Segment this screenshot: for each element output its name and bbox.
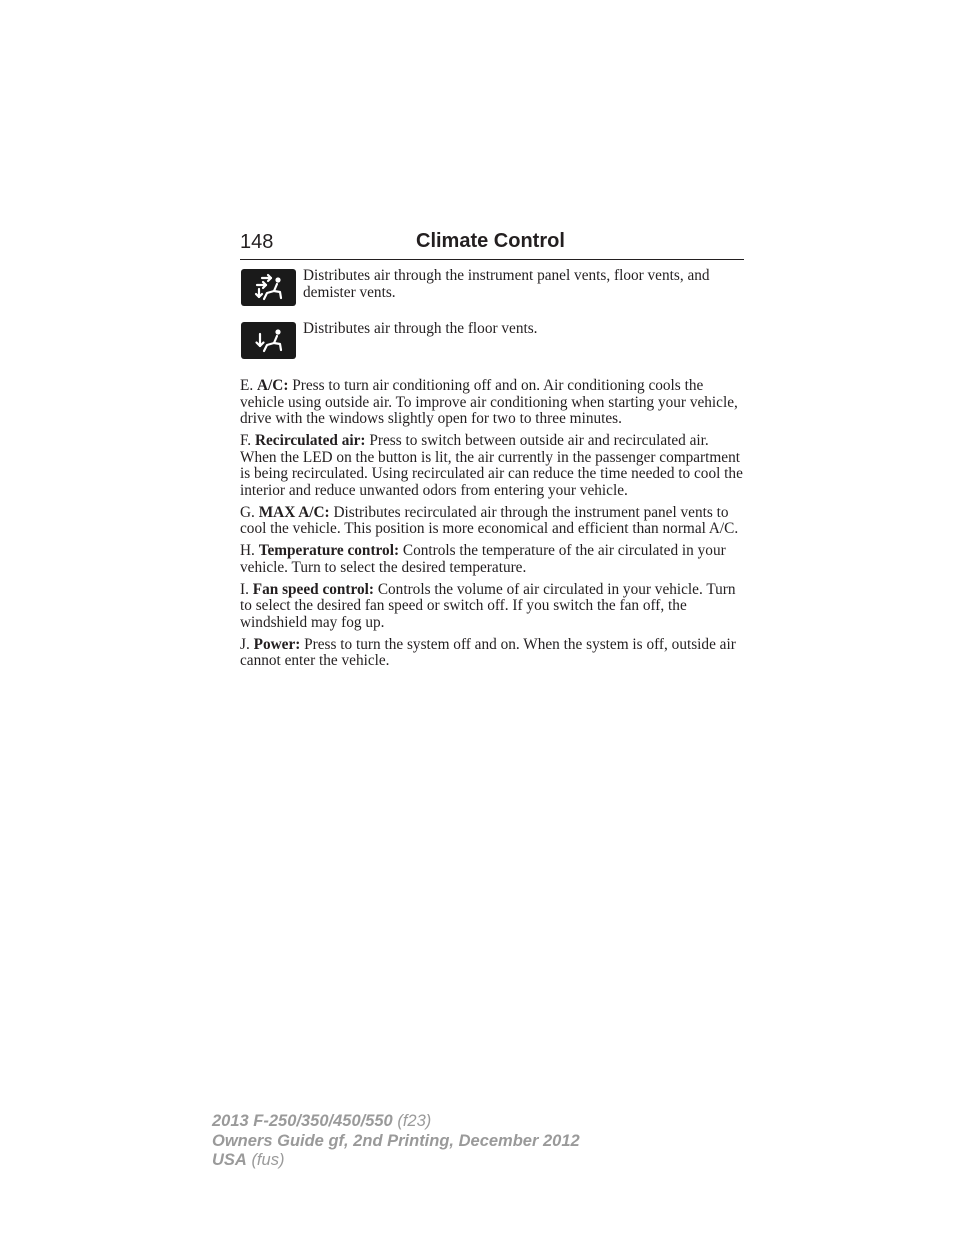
item-term: Recirculated air: — [254, 432, 366, 449]
paragraph-power — [240, 637, 744, 670]
item-term: Power: — [253, 635, 301, 653]
item-letter: H. — [240, 542, 255, 559]
footer-edition: Owners Guide gf, 2nd Printing, December 2012 — [212, 1131, 580, 1150]
footer-model: 2013 F-250/350/450/550 — [212, 1112, 393, 1130]
paragraph-recirculated-air — [240, 433, 744, 499]
paragraph-fan-speed-control — [240, 582, 744, 632]
item-letter: I. — [240, 580, 249, 598]
item-letter: G. — [240, 503, 255, 521]
footer-model-code: (f23) — [397, 1112, 432, 1130]
page-number: 148 — [240, 231, 274, 253]
control-descriptions — [240, 378, 744, 675]
item-letter: E. — [240, 377, 254, 394]
item-text: Distributes recirculated air through the instrument panel vents to cool the vehicle. This position is more economical and efficient than normal A/C. — [240, 503, 739, 537]
icon-item-description: Distributes air through the instrument panel vents, floor vents, and demister vents. — [303, 267, 710, 301]
footer-market: USA — [212, 1151, 247, 1169]
item-text: Press to switch between outside air and recirculated air. When the LED on the button is lit, the air currently in the passenger compartment is being recirculated. Using recirculated air can reduce the time needed to cool the interior and reduce unwanted odors from entering your vehicle. — [240, 432, 743, 499]
paragraph-temperature-control — [240, 543, 744, 576]
footer-market-code: (fus) — [251, 1151, 285, 1169]
floor-vent-icon — [241, 322, 296, 359]
item-term: Fan speed control: — [252, 580, 374, 598]
item-text: Controls the volume of air circulated in your vehicle. Turn to select the desired fan speed or switch off. If you switch the fan off, the windshield may fog up. — [240, 580, 736, 631]
paragraph-ac — [240, 378, 744, 428]
item-text: Press to turn air conditioning off and on. Air conditioning cools the vehicle using outside air. To improve air conditioning when starting your vehicle, drive with the windows slightly open for two to three minutes. — [240, 377, 738, 427]
page-header — [240, 229, 744, 260]
section-title: Climate Control — [416, 230, 565, 252]
footer-line-market — [212, 1151, 580, 1171]
item-term: A/C: — [257, 377, 289, 394]
item-text: Press to turn the system off and on. When the system is off, outside air cannot enter the vehicle. — [240, 635, 736, 669]
document-footer — [212, 1112, 580, 1171]
item-letter: F. — [240, 432, 252, 449]
item-text: Controls the temperature of the air circulated in your vehicle. Turn to select the desired temperature. — [240, 542, 726, 576]
paragraph-max-ac — [240, 505, 744, 538]
item-term: MAX A/C: — [258, 503, 330, 521]
footer-line-edition — [212, 1132, 580, 1152]
panel-floor-demister-vent-icon — [241, 269, 296, 306]
footer-line-model — [212, 1112, 580, 1132]
item-term: Temperature control: — [258, 542, 400, 559]
item-letter: J. — [240, 635, 250, 653]
icon-item-description: Distributes air through the floor vents. — [303, 320, 538, 337]
